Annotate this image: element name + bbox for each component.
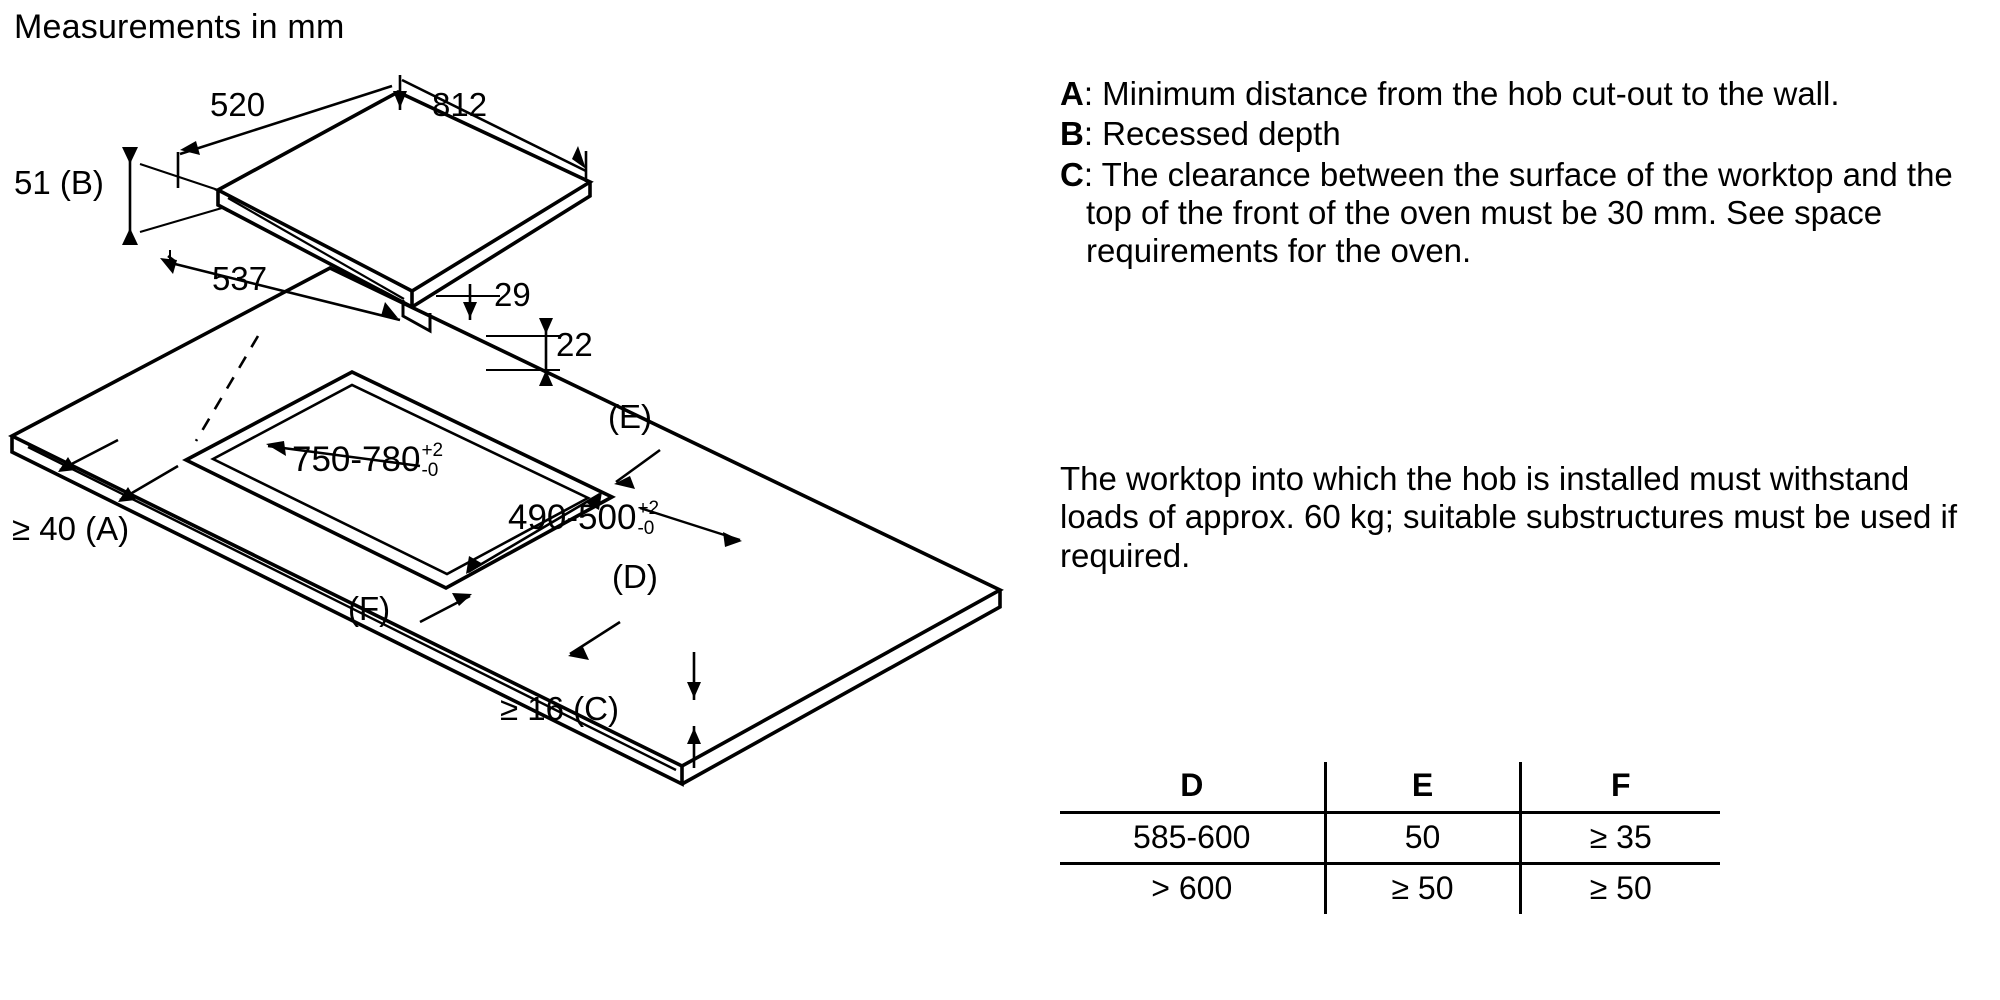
table-header-d: D <box>1180 767 1204 803</box>
table-cell-d-1: 585-600 <box>1133 819 1251 856</box>
cutout-depth-value: 490-500 <box>508 498 637 537</box>
legend-key-b: B <box>1060 115 1084 153</box>
cutout-width-tol-plus: +2 <box>421 440 444 461</box>
legend-text-a: : Minimum distance from the hob cut-out to the wall. <box>1083 75 1840 112</box>
dimension-A: ≥ 40 (A) <box>12 510 130 547</box>
table-header-f: F <box>1520 762 1720 813</box>
page-title: Measurements in mm <box>14 8 345 46</box>
hob-outline <box>218 92 590 331</box>
table-cell-f-2: ≥ 50 <box>1520 864 1720 914</box>
table-header-row <box>1060 762 1720 813</box>
worktop-load-note: The worktop into which the hob is installed must withstand loads of approx. 60 kg; suitable substructures must be used if required. <box>1060 460 1957 574</box>
dimension-22: 22 <box>556 326 593 363</box>
table-cell-e-2: ≥ 50 <box>1325 864 1520 914</box>
dimension-29: 29 <box>494 276 531 313</box>
legend-key-a: A <box>1060 75 1084 112</box>
dimension-51-B-text: 51 (B) <box>14 164 104 201</box>
table-cell-e-1: 50 <box>1325 813 1520 864</box>
cutout-depth-tol-minus: -0 <box>637 517 655 539</box>
dimension-812: 812 <box>432 86 488 123</box>
cutout-width-tolerance <box>421 441 443 481</box>
clearance-table <box>1060 762 1720 914</box>
dimension-cutout-depth <box>508 500 659 540</box>
table-row <box>1060 864 1720 914</box>
dimension-520: 520 <box>210 86 266 123</box>
cutout-width-tol-minus: -0 <box>421 459 439 481</box>
legend-key-c: C <box>1060 155 1084 193</box>
label-F: (F) <box>348 590 391 627</box>
dimension-51-B <box>14 166 104 199</box>
table-header-e: E <box>1325 762 1520 813</box>
dimension-537: 537 <box>212 260 268 297</box>
clearance-table-element <box>1060 762 1720 914</box>
label-E: (E) <box>608 398 652 435</box>
notes-panel <box>1045 0 2000 1000</box>
legend-item-a <box>1060 75 1990 113</box>
cutout-width-value: 750-780 <box>292 440 421 479</box>
legend-item-b <box>1060 115 1990 153</box>
cutout-depth-tol-plus: +2 <box>637 498 660 519</box>
dimension-C: ≥ 16 (C) <box>500 690 619 727</box>
legend-list <box>1060 75 1990 272</box>
legend-item-c <box>1060 156 1990 271</box>
legend-text-b: : Recessed depth <box>1083 115 1341 153</box>
table-cell-d-2: > 600 <box>1151 870 1233 907</box>
table-cell-f-1: ≥ 35 <box>1520 813 1720 864</box>
cutout-depth-tolerance <box>637 499 659 539</box>
table-row <box>1060 813 1720 864</box>
dimension-cutout-width <box>292 442 443 482</box>
legend-text-c: : The clearance between the surface of the worktop and the top of the front of the oven must be 30 mm. See space requirements for the oven. <box>1083 155 1953 270</box>
label-D: (D) <box>612 558 658 595</box>
